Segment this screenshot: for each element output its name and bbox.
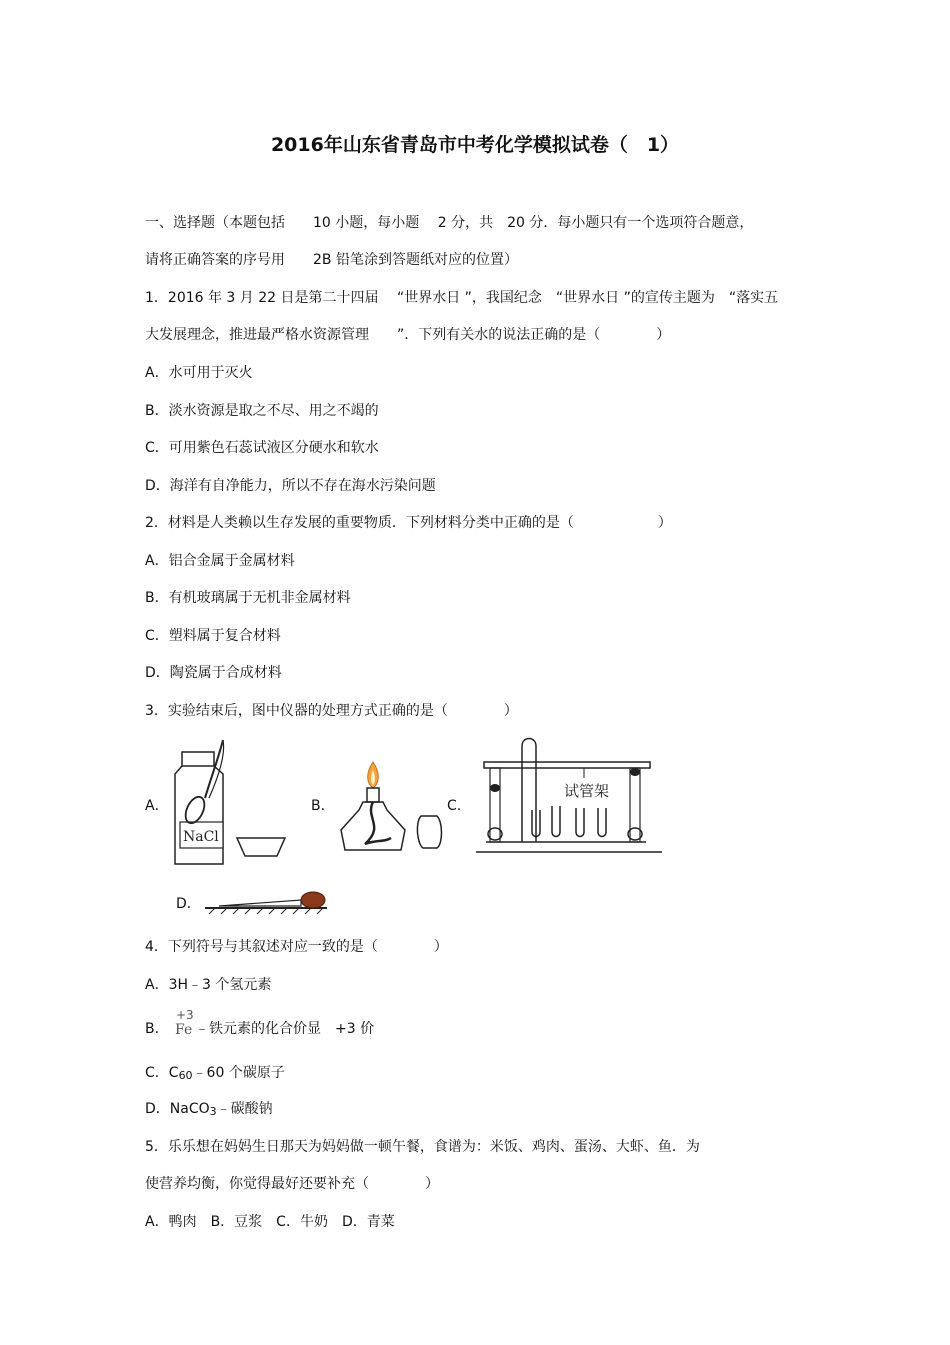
q4-option-d-text: ﹣碳酸钠 — [216, 1101, 273, 1117]
q1-stem-line2: 大发展理念，推进最严格水资源管理 ”．下列有关水的说法正确的是（ ） — [145, 327, 671, 343]
q1-option-c: C．可用紫色石蕊试液区分硬水和软水 — [145, 440, 379, 456]
q4-option-b-text: ﹣铁元素的化合价显 +3 价 — [195, 1021, 375, 1037]
q1-option-a: A．水可用于灭火 — [145, 365, 253, 381]
q5-stem-line1: 5．乐乐想在妈妈生日那天为妈妈做一顿午餐，食谱为：米饭、鸡肉、蛋汤、大虾、鱼．为 — [145, 1139, 700, 1155]
q4-option-b-symbol: Fe — [175, 1022, 193, 1038]
q2-option-d: D．陶瓷属于合成材料 — [145, 665, 282, 681]
q3-stem: 3．实验结束后，图中仪器的处理方式正确的是（ ） — [145, 703, 518, 719]
q4-option-c — [145, 1064, 285, 1085]
q5-options: A．鸭肉 B．豆浆 C．牛奶 D．青菜 — [145, 1214, 395, 1230]
section-instruction-line1: 一、选择题（本题包括 10 小题，每小题 2 分，共 20 分．每小题只有一个选项符合题意， — [145, 215, 754, 231]
nacl-label: NaCl — [183, 829, 219, 845]
dropper-figure — [205, 888, 330, 916]
q2-option-b: B．有机玻璃属于无机非金属材料 — [145, 590, 351, 606]
reagent-bottle-figure — [165, 738, 290, 868]
q4-option-c-text: ﹣60 个碳原子 — [192, 1065, 285, 1081]
q2-stem: 2．材料是人类赖以生存发展的重要物质．下列材料分类中正确的是（ ） — [145, 515, 672, 531]
q1-option-b: B．淡水资源是取之不尽、用之不竭的 — [145, 403, 379, 419]
q4-option-d-subscript: 3 — [209, 1105, 217, 1118]
q3-label-b: B． — [311, 798, 335, 814]
q3-label-a: A． — [145, 798, 169, 814]
q4-option-b-label: B． — [145, 1021, 169, 1037]
q1-stem-line1: 1．2016 年 3 月 22 日是第二十四届 “世界水日 ”，我国纪念 “世界水日 ”的宣传主题为 “落实五 — [145, 290, 779, 306]
q4-option-c-subscript: 60 — [178, 1069, 193, 1082]
section-instruction-line2: 请将正确答案的序号用 2B 铅笔涂到答题纸对应的位置） — [145, 252, 518, 268]
q1-option-d: D．海洋有自净能力，所以不存在海水污染问题 — [145, 478, 436, 494]
test-tube-rack-label: 试管架 — [564, 782, 610, 800]
q4-option-a: A．3H﹣3 个氢元素 — [145, 977, 272, 993]
q3-label-d: D． — [176, 896, 201, 912]
page-title: 2016年山东省青岛市中考化学模拟试卷（ 1） — [270, 134, 680, 156]
q4-option-d-prefix: D．NaCO — [145, 1101, 210, 1117]
q3-label-c: C. — [447, 798, 462, 814]
q4-stem: 4．下列符号与其叙述对应一致的是（ ） — [145, 939, 448, 955]
alcohol-lamp-figure — [335, 752, 445, 857]
q2-option-a: A．铝合金属于金属材料 — [145, 553, 295, 569]
q4-option-d — [145, 1100, 273, 1121]
q4-option-c-prefix: C．C — [145, 1065, 179, 1081]
q2-option-c: C．塑料属于复合材料 — [145, 628, 281, 644]
q5-stem-line2: 使营养均衡，你觉得最好还要补充（ ） — [145, 1176, 439, 1192]
q4-option-b-valence: +3 — [176, 1008, 194, 1022]
test-tube-rack-figure — [476, 728, 666, 856]
